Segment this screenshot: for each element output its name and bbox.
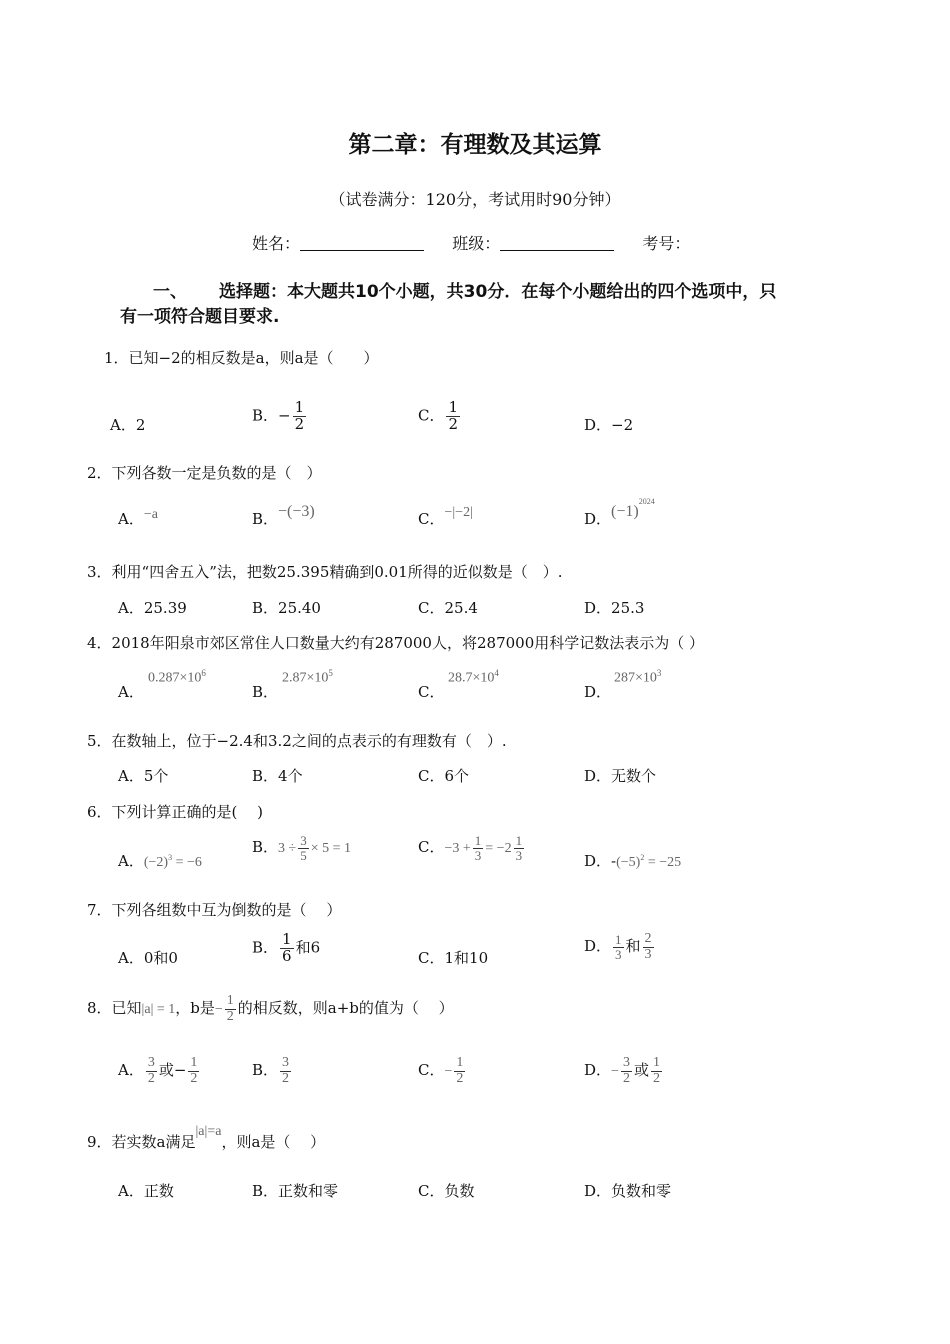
q8-option-a: A． $\frac{3}{2}$ 或− $\frac{1}{2}$ <box>118 1055 198 1086</box>
q8-option-c: C．− $\frac{1}{2}$ <box>418 1055 464 1086</box>
question-9-stem: 9．若实数a满足|a|=a，则a是（ ） <box>87 1124 326 1151</box>
question-1-stem: 1．已知−2的相反数是a，则a是（ ） <box>104 349 379 367</box>
q7-option-b: B． $\frac{1}{6}$ 和6 <box>252 930 321 965</box>
q1-option-d: D．−2 <box>584 416 634 434</box>
q6-option-d: D．$-(-5)^2 = -25$ <box>584 852 682 870</box>
name-blank[interactable] <box>300 236 424 251</box>
section-prefix: 一、 <box>153 282 187 302</box>
q2-option-a: A．−a <box>118 507 158 528</box>
q2-option-d: D．$(-1)^{2024}$ <box>584 497 655 528</box>
q1-option-b: B．− $\frac{1}{2}$ <box>252 398 305 433</box>
q6-option-c: C．−3 + $\frac{1}{3}$ = −2 $\frac{1}{3}$ <box>418 833 523 863</box>
id-label: 考号： <box>642 234 691 253</box>
q8-option-d: D．− $\frac{3}{2}$ 或 $\frac{1}{2}$ <box>584 1055 660 1086</box>
q4-option-a-math: $0.287\times 10^6$ <box>148 668 206 686</box>
page-title: 第二章：有理数及其运算 <box>348 132 602 158</box>
q3-option-c: C．25.4 <box>418 599 478 617</box>
q5-option-c: C．6个 <box>418 767 470 785</box>
q2-option-c: C．−|−2| <box>418 505 473 528</box>
q9-option-c: C．负数 <box>418 1182 475 1200</box>
q6-option-b: B．3 ÷ $\frac{3}{5}$ × 5 = 1 <box>252 833 352 863</box>
section-heading: 选择题：本大题共10个小题，共30分．在每个小题给出的四个选项中，只 <box>219 282 777 302</box>
q6-option-a: A．$(-2)^3 = -6$ <box>118 852 202 870</box>
q4-option-b: B． <box>252 683 279 701</box>
name-label: 姓名： <box>252 234 301 253</box>
q5-option-a: A．5个 <box>118 767 169 785</box>
q3-option-b: B．25.40 <box>252 599 321 617</box>
question-2-stem: 2．下列各数一定是负数的是（ ） <box>87 464 322 482</box>
q4-option-b-math: $2.87\times 10^5$ <box>282 668 333 686</box>
class-label: 班级： <box>452 234 501 253</box>
q2-option-b: B．−(−3) <box>252 503 315 528</box>
exam-info: （试卷满分：120分，考试用时90分钟） <box>329 190 621 209</box>
student-info <box>252 231 690 254</box>
q3-option-d: D．25.3 <box>584 599 645 617</box>
q7-option-d: D． $\frac{1}{3}$ 和 $\frac{2}{3}$ <box>584 931 652 962</box>
question-3-stem: 3．利用“四舍五入”法，把数25.395精确到0.01所得的近似数是（ ）. <box>87 563 563 581</box>
q7-option-a: A．0和0 <box>118 949 178 967</box>
q9-option-a: A．正数 <box>118 1182 174 1200</box>
q4-option-a: A． <box>118 683 144 701</box>
q3-option-a: A．25.39 <box>118 599 187 617</box>
question-4-stem: 4．2018年阳泉市郊区常住人口数量大约有287000人，将287000用科学记数法表示为（ ） <box>87 634 705 652</box>
section-heading-cont: 有一项符合题目要求. <box>120 307 280 327</box>
q7-option-c: C．1和10 <box>418 949 489 967</box>
question-6-stem: 6．下列计算正确的是( ) <box>87 803 264 821</box>
q4-option-c-math: $28.7\times 10^4$ <box>448 668 499 686</box>
q1-option-a: A．2 <box>110 416 146 434</box>
q9-option-b: B．正数和零 <box>252 1182 339 1200</box>
q4-option-d: D． <box>584 683 612 701</box>
question-7-stem: 7．下列各组数中互为倒数的是（ ） <box>87 901 342 919</box>
q1-option-c: C． $\frac{1}{2}$ <box>418 398 459 433</box>
q5-option-b: B．4个 <box>252 767 303 785</box>
q8-option-b: B． $\frac{3}{2}$ <box>252 1055 290 1086</box>
q5-option-d: D．无数个 <box>584 767 657 785</box>
class-blank[interactable] <box>500 236 614 251</box>
question-5-stem: 5．在数轴上，位于−2.4和3.2之间的点表示的有理数有（ ）. <box>87 732 507 750</box>
q4-option-c: C． <box>418 683 445 701</box>
q9-option-d: D．负数和零 <box>584 1182 672 1200</box>
question-8-stem: 8．已知|a| = 1，b是− $\frac{1}{2}$ 的相反数，则a+b的值为（ ） <box>87 993 454 1024</box>
q4-option-d-math: $287\times 10^3$ <box>614 668 662 686</box>
